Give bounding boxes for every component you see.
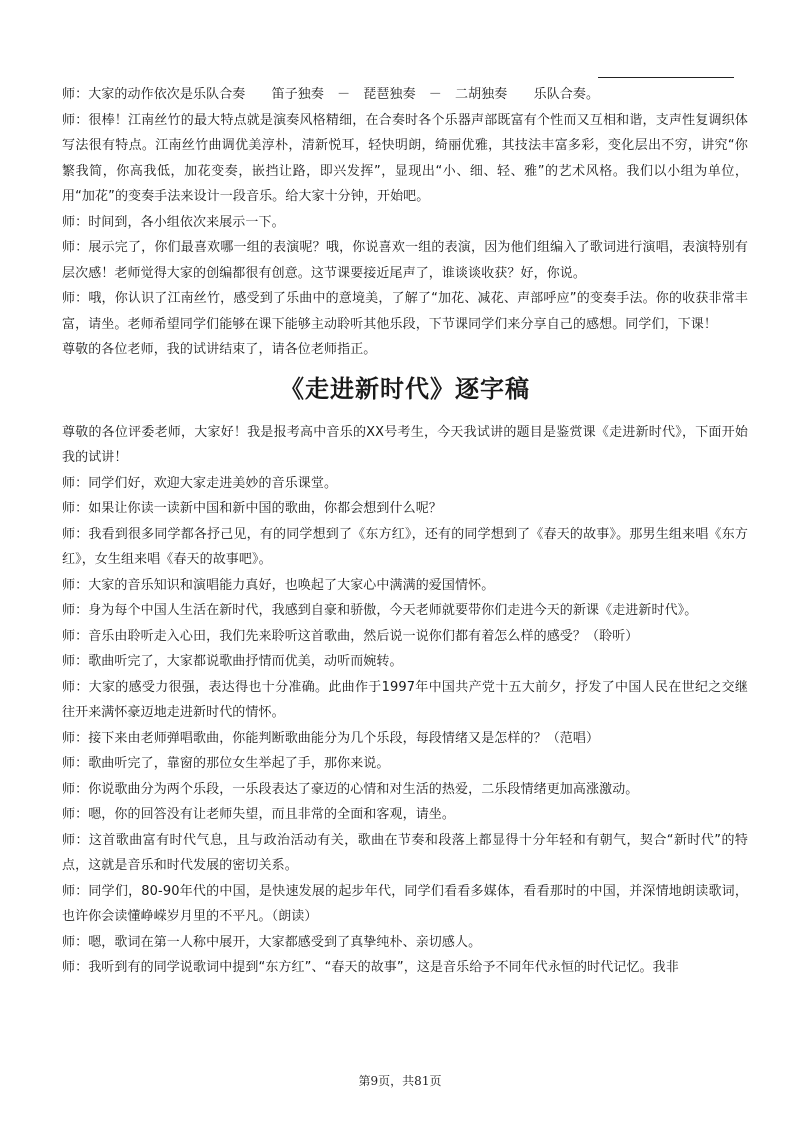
paragraph: 师：大家的感受力很强，表达得也十分准确。此曲作于1997年中国共产党十五大前夕，抒发了中国人民在世纪之交继往开来满怀豪迈地走进新时代的情怀。	[62, 679, 748, 720]
paragraph: 师：如果让你读一读新中国和新中国的歌曲，你都会想到什么呢？	[62, 501, 442, 516]
section-title: 《走进新时代》逐字稿	[280, 374, 530, 403]
paragraph: 师：这首歌曲富有时代气息，且与政治活动有关，歌曲在节奏和段落上都显得十分年轻和有朝气，契合“新时代”的特点，这就是音乐和时代发展的密切关系。	[62, 832, 748, 873]
paragraph: 尊敬的各位老师，我的试讲结束了，请各位老师指正。	[62, 342, 377, 357]
section-part2	[62, 420, 748, 981]
paragraph: 师：音乐由聆听走入心田，我们先来聆听这首歌曲，然后说一说你们都有着怎么样的感受？（聆听）	[62, 628, 639, 644]
paragraph: 尊敬的各位评委老师，大家好！我是报考高中音乐的XX号考生，今天我试讲的题目是鉴赏课《走进新时代》，下面开始我的试讲！	[62, 424, 748, 465]
paragraph: 师：我看到很多同学都各抒己见，有的同学想到了《东方红》，还有的同学想到了《春天的故事》。那男生组来唱《东方红》，女生组来唱《春天的故事吧》。	[62, 526, 748, 567]
paragraph: 师：歌曲听完了，靠窗的那位女生举起了手，那你来说。	[62, 756, 390, 771]
paragraph: 师：我听到有的同学说歌词中提到“东方红”、“春天的故事”，这是音乐给予不同年代永恒的时代记忆。我非	[62, 960, 679, 975]
paragraph: 师：很棒！江南丝竹的最大特点就是演奏风格精细，在合奏时各个乐器声部既富有个性而又互相和谐，支声性复调织体写法很有特点。江南丝竹曲调优美淳朴，清新悦耳，轻快明朗，绮丽优雅，其技法丰富多彩，变化层出不穷，讲究“你繁我简，你高我低，加花变奏，嵌挡让路，即兴发挥”，显现出“小、细、轻、雅”的艺术风格。我们以小组为单位，用“加花”的变奏手法来设计一段音乐。给大家十分钟，开始吧。	[62, 112, 748, 204]
paragraph: 师：时间到，各小组依次来展示一下。	[62, 214, 285, 230]
paragraph: 师：嗯，你的回答没有让老师失望，而且非常的全面和客观，请坐。	[62, 807, 456, 822]
paragraph: 师：同学们，80-90年代的中国，是快速发展的起步年代，同学们看看多媒体，看看那时的中国，并深情地朗读歌词，也许你会读懂峥嵘岁月里的不平凡。（朗读）	[62, 883, 748, 924]
paragraph: 师：大家的动作依次是乐队合奏 笛子独奏 － 琵琶独奏 － 二胡独奏 乐队合奏。	[62, 87, 600, 102]
paragraph: 师：同学们好，欢迎大家走进美妙的音乐课堂。	[62, 475, 338, 491]
header-rule	[598, 77, 734, 78]
document-body	[62, 82, 748, 981]
paragraph: 师：身为每个中国人生活在新时代，我感到自豪和骄傲，今天老师就要带你们走进今天的新课《走进新时代》。	[62, 603, 698, 618]
paragraph: 师：哦，你认识了江南丝竹，感受到了乐曲中的意境美，了解了“加花、减花、声部呼应”的变奏手法。你的收获非常丰富，请坐。老师希望同学们能够在课下能够主动聆听其他乐段，下节课同学们来分享自己的感想。同学们，下课！	[62, 291, 748, 332]
paragraph: 师：大家的音乐知识和演唱能力真好，也唤起了大家心中满满的爱国情怀。	[62, 577, 495, 593]
paragraph: 师：展示完了，你们最喜欢哪一组的表演呢？哦，你说喜欢一组的表演，因为他们组编入了歌词进行演唱，表演特别有层次感！老师觉得大家的创编都很有创意。这节课要接近尾声了，谁谈谈收获？好，你说。	[62, 240, 748, 281]
paragraph: 师：你说歌曲分为两个乐段，一乐段表达了豪迈的心情和对生活的热爱，二乐段情绪更加高涨激动。	[62, 781, 639, 797]
page-footer: 第9页，共81页	[358, 1074, 442, 1088]
paragraph: 师：歌曲听完了，大家都说歌曲抒情而优美，动听而婉转。	[62, 654, 403, 669]
paragraph: 师：接下来由老师弹唱歌曲，你能判断歌曲能分为几个乐段，每段情绪又是怎样的？（范唱）	[62, 730, 600, 746]
section-part1	[62, 82, 748, 363]
paragraph: 师：嗯，歌词在第一人称中展开，大家都感受到了真挚纯朴、亲切感人。	[62, 934, 482, 950]
